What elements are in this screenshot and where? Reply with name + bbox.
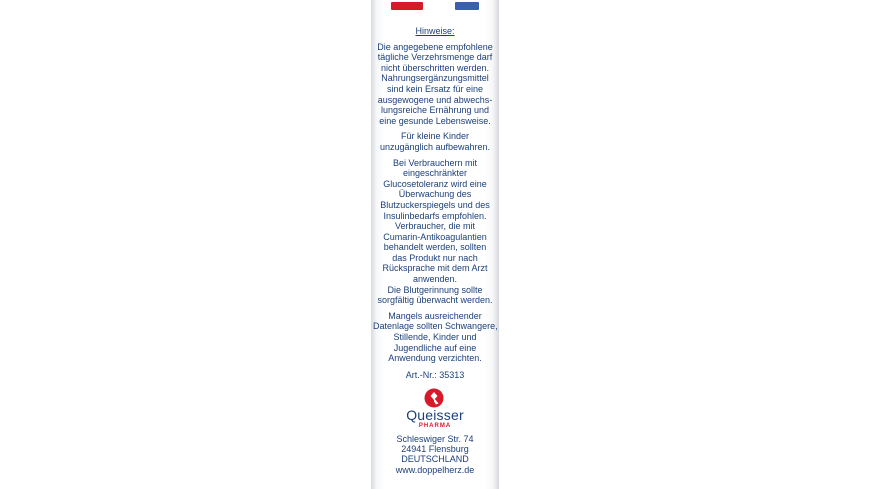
notes-heading: Hinweise: [415, 26, 455, 36]
article-number-block [373, 370, 497, 381]
text-line: Anwendung verzichten. [388, 353, 482, 364]
text-line: Überwachung des [398, 189, 472, 200]
text-line: sorgfältig überwacht werden. [377, 295, 493, 306]
address-line: DEUTSCHLAND [401, 454, 469, 465]
text-line: Jugendliche auf eine [393, 342, 477, 353]
text-line: Verbraucher, die mit [394, 221, 476, 232]
text-line: Cumarin-Antikoagulantien [383, 231, 487, 242]
text-line: anwenden. [412, 274, 458, 285]
text-line: lungsreiche Ernährung und [380, 105, 490, 116]
text-line: Blutzuckerspiegels und des [380, 199, 490, 210]
text-line: Bei Verbrauchern mit [392, 157, 478, 168]
text-line: nicht überschritten werden. [380, 62, 490, 73]
manufacturer-address [373, 434, 497, 475]
paragraph-pregnancy [373, 311, 497, 364]
top-flap-blue-marking [455, 2, 479, 10]
address-line: 24941 Flensburg [401, 444, 469, 455]
text-line: Die angegebene empfohlene [377, 41, 493, 52]
text-line: Rücksprache mit dem Arzt [382, 263, 488, 274]
brand-name: Queisser [406, 407, 464, 423]
notes-heading-block [373, 26, 497, 37]
text-line: Insulinbedarfs empfohlen. [383, 210, 487, 221]
brand-logo [400, 388, 470, 430]
text-line: behandelt werden, sollten [383, 242, 487, 253]
queisser-logo-icon [424, 388, 444, 408]
text-line: unzugänglich aufbewahren. [379, 141, 491, 152]
text-line: Stillende, Kinder und [393, 332, 477, 343]
text-line: eingeschränkter [402, 168, 468, 179]
text-line: Datenlage sollten Schwangere, [373, 321, 498, 332]
text-line: sind kein Ersatz für eine [386, 83, 484, 94]
paragraph-intake [373, 42, 497, 127]
paragraph-children [373, 131, 497, 152]
text-line: Mangels ausreichender [388, 310, 482, 321]
article-number: Art.-Nr.: 35313 [405, 369, 465, 380]
text-line: tägliche Verzehrsmenge darf [377, 52, 493, 63]
address-line: Schleswiger Str. 74 [396, 434, 474, 444]
brand-subtitle: PHARMA [418, 423, 452, 429]
notes-section [373, 26, 497, 385]
text-line: eine gesunde Lebensweise. [379, 115, 491, 126]
text-line: ausgewogene und abwechs- [377, 94, 493, 105]
text-line: das Produkt nur nach [392, 252, 478, 263]
top-flap-red-marking [391, 2, 423, 10]
text-line: Nahrungsergänzungsmittel [381, 73, 489, 84]
text-line: Für kleine Kinder [400, 131, 470, 142]
text-line: Die Blutgerinnung sollte [387, 284, 483, 295]
text-line: Glucosetoleranz wird eine [383, 178, 487, 189]
paragraph-glucose [373, 158, 497, 306]
website-link: www.doppelherz.de [395, 464, 475, 475]
